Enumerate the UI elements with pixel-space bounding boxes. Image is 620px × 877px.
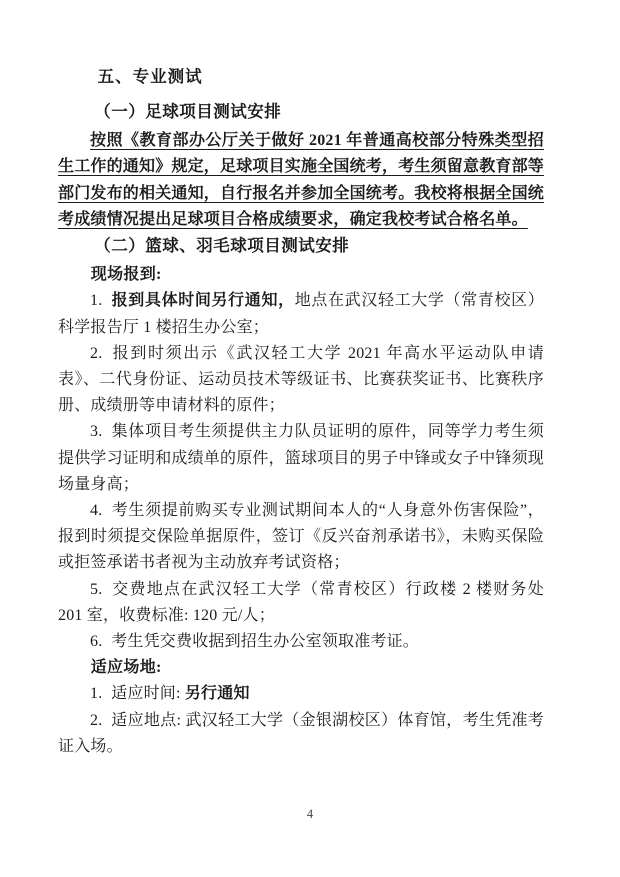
checkin-item-2 [58, 341, 544, 420]
item-number: 6. [90, 633, 103, 651]
football-notice-paragraph: 按照《教育部办公厅关于做好 2021 年普通高校部分特殊类型招生工作的通知》规定，足球项目实施全国统考，考生须留意教育部等部门发布的相关通知，自行报名并参加全国统考。我校将根据全国统考成绩情况提出足球项目合格成绩要求，确定我校考试合格名单。 [58, 132, 545, 228]
checkin-item-6 [58, 629, 544, 655]
item-text: 交费地点在武汉轻工大学（常青校区）行政楼 2 楼财务处 201 室，收费标准: 120 元/人； [58, 580, 544, 624]
subsection-heading-basketball: （二）篮球、羽毛球项目测试安排 [94, 236, 350, 256]
item-bold-text: 报到具体时间另行通知， [111, 292, 295, 310]
checkin-item-1 [58, 288, 544, 340]
item-text: 适应时间: [111, 685, 185, 703]
item-text: 报到时须出示《武汉轻工大学 2021 年高水平运动队申请表》、二代身份证、运动员技术等级证书、比赛获奖证书、比赛秩序册、成绩册等申请材料的原件； [58, 344, 544, 415]
item-text: 适应地点: 武汉轻工大学（金银湖校区）体育馆，考生凭准考证入场。 [58, 711, 544, 755]
item-number: 1. [90, 685, 103, 703]
checkin-item-3 [58, 419, 544, 498]
item-text: 考生须提前购买专业测试期间本人的“人身意外伤害保险”，报到时须提交保险单据原件，签订《反兴奋剂承诺书》，未购买保险或拒签承诺书者视为主动放弃考试资格； [58, 502, 544, 572]
item-bold-text: 另行通知 [184, 685, 250, 703]
venue-item-2 [58, 708, 544, 760]
checkin-item-4 [58, 498, 544, 577]
item-number: 4. [90, 502, 103, 520]
checkin-item-5 [58, 577, 544, 629]
document-page [58, 64, 544, 760]
item-text: 考生凭交费收据到招生办公室领取准考证。 [111, 633, 420, 651]
item-text: 集体项目考生须提供主力队员证明的原件，同等学力考生须提供学习证明和成绩单的原件，篮球项目的男子中锋或女子中锋须现场量身高； [58, 423, 545, 493]
item-number: 3. [90, 423, 103, 441]
item-number: 2. [90, 711, 103, 729]
section-title: 五、专业测试 [97, 68, 203, 86]
checkin-label: 现场报到: [90, 266, 162, 284]
item-number: 5. [90, 580, 103, 598]
venue-label: 适应场地: [90, 659, 162, 677]
venue-item-1 [58, 681, 544, 707]
item-text: 地点在武汉轻工大学（常青校区）科学报告厅 1 楼招生办公室； [58, 292, 544, 336]
item-number: 2. [90, 344, 103, 362]
item-number: 1. [90, 292, 103, 310]
subsection-heading-football: （一）足球项目测试安排 [94, 102, 282, 121]
page-number: 4 [306, 807, 314, 821]
